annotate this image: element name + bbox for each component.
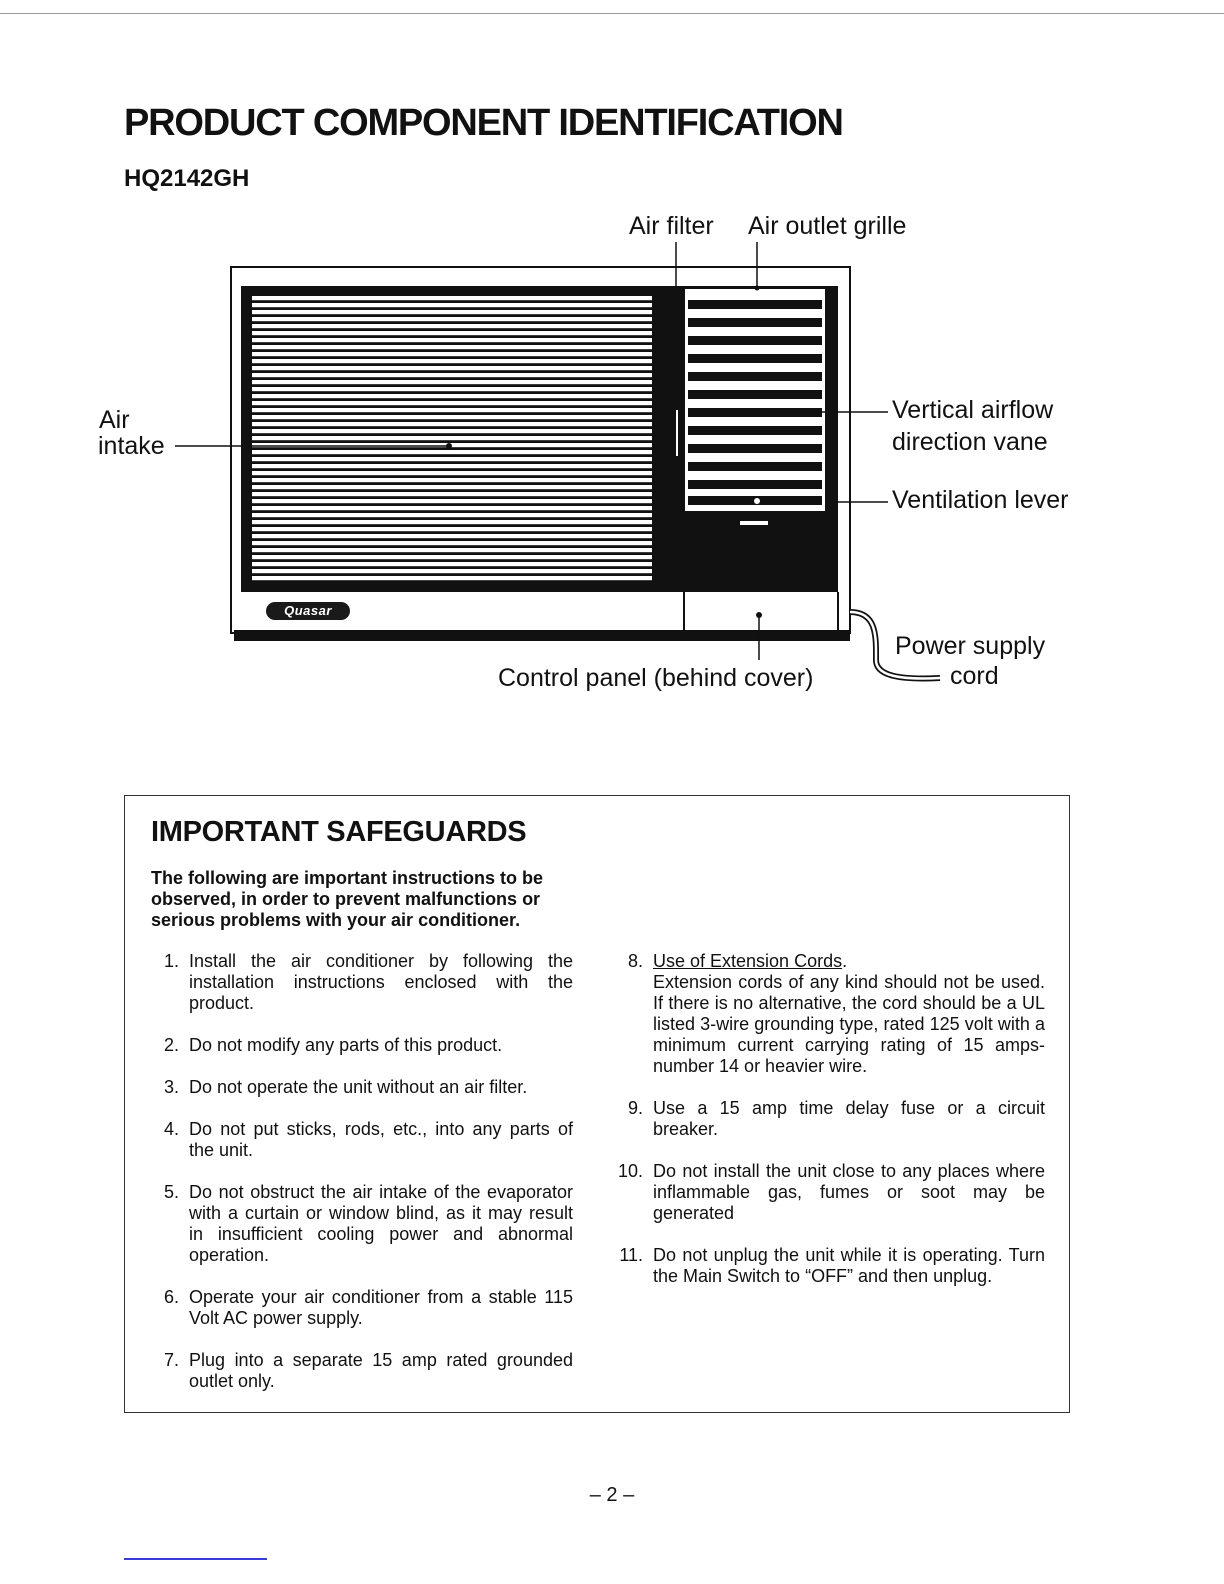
safeguards-intro: The following are important instructions to be observed, in order to prevent malfunctions or serious problems with your air conditioner. (151, 868, 544, 930)
safeguard-item (151, 1350, 573, 1392)
safeguard-number: 4. (163, 1119, 179, 1139)
safeguards-box (124, 795, 1070, 1413)
safeguard-number: 9. (627, 1098, 643, 1118)
safeguard-text: Do not install the unit close to any places where inflammable gas, fumes or soot may be generated (653, 1161, 1045, 1223)
safeguard-item (151, 1182, 573, 1266)
safeguard-item (615, 1245, 1045, 1287)
safeguard-text: Do not unplug the unit while it is operating. Turn the Main Switch to “OFF” and then unplug. (653, 1245, 1045, 1286)
safeguard-item (615, 1098, 1045, 1140)
safeguard-number: 6. (163, 1287, 179, 1307)
safeguard-text: Plug into a separate 15 amp rated grounded outlet only. (189, 1350, 573, 1391)
safeguard-item (151, 1077, 573, 1098)
label-power-cord-line2: cord (950, 662, 999, 690)
safeguard-number: 3. (163, 1077, 179, 1097)
safeguards-list-right (615, 951, 1045, 1308)
brand-logo: Quasar (266, 602, 350, 620)
safeguard-text: Use a 15 amp time delay fuse or a circuit breaker. (653, 1098, 1045, 1139)
safeguard-number: 7. (163, 1350, 179, 1370)
safeguard-number: 11. (619, 1245, 643, 1265)
label-vertical-vane-line2: direction vane (892, 428, 1048, 456)
safeguard-heading-period: . (842, 951, 848, 971)
safeguards-title: IMPORTANT SAFEGUARDS (151, 816, 527, 848)
label-power-cord-line1: Power supply (895, 632, 1046, 660)
safeguard-heading: Use of Extension Cords (653, 951, 843, 971)
model-number: HQ2142GH (124, 165, 250, 192)
safeguard-text: Do not obstruct the air intake of the evaporator with a curtain or window blind, as it may result in insufficient cooling power and abnormal operation. (189, 1182, 573, 1265)
label-control-panel: Control panel (behind cover) (498, 664, 814, 692)
safeguard-number: 2. (163, 1035, 179, 1055)
page-number: – 2 – (589, 1484, 635, 1506)
safeguard-text: Do not modify any parts of this product. (189, 1035, 503, 1055)
safeguard-item (151, 1119, 573, 1161)
label-vertical-vane-line1: Vertical airflow (892, 396, 1054, 424)
safeguard-text: Do not operate the unit without an air filter. (189, 1077, 528, 1097)
safeguard-number: 10. (617, 1161, 643, 1181)
label-ventilation-lever: Ventilation lever (892, 486, 1069, 514)
label-air-filter: Air filter (629, 212, 714, 240)
label-air-intake-line1: Air (99, 406, 130, 434)
safeguard-text: Operate your air conditioner from a stable 115 Volt AC power supply. (189, 1287, 573, 1328)
safeguard-number: 1. (163, 951, 179, 971)
page-title: PRODUCT COMPONENT IDENTIFICATION (124, 102, 843, 144)
safeguard-item (151, 1035, 573, 1056)
footer-rule (124, 1558, 267, 1560)
safeguard-item (151, 951, 573, 1014)
safeguard-text: Do not put sticks, rods, etc., into any parts of the unit. (189, 1119, 573, 1160)
safeguard-item (151, 1287, 573, 1329)
safeguard-item (615, 1161, 1045, 1224)
intake-grille (252, 296, 680, 582)
safeguards-list-left (151, 951, 573, 1413)
safeguard-text: Extension cords of any kind should not be used. If there is no alternative, the cord should be a UL listed 3-wire grounding type, rated 125 volt with a minimum current carrying rating of 15 amps-number 14 or heavier wire. (653, 972, 1045, 1076)
safeguard-text: Install the air conditioner by following the installation instructions enclosed with the product. (189, 951, 573, 1013)
safeguard-number: 8. (627, 951, 643, 971)
label-air-intake-line2: intake (98, 432, 165, 460)
safeguard-number: 5. (163, 1182, 179, 1202)
outlet-grille (684, 288, 826, 512)
label-air-outlet-grille: Air outlet grille (748, 212, 907, 240)
safeguard-item (615, 951, 1045, 1077)
